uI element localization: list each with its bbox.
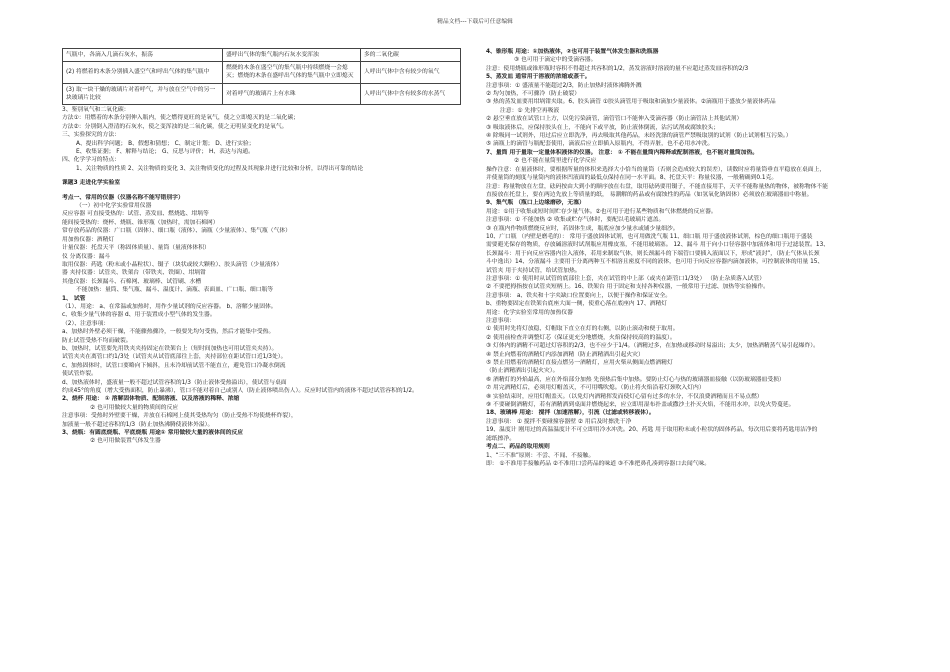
text-line: ② 也可用做装置气体发生器 <box>90 438 161 445</box>
right-column <box>486 48 884 468</box>
page-header: 精品文档---下载后可任意编辑 <box>437 19 513 25</box>
text-line: c、加热固体时，试管口要略向下倾斜，且未冷却前试管不能直立，避免管口冷凝水倒流 <box>62 362 286 369</box>
text-line: 9、集气瓶 （瓶口上边缘磨砂，无塞） <box>486 200 585 207</box>
text-line: 考点一、常用的仪器（仪器名称不能写错别字） <box>62 194 184 201</box>
text-line: ⑨ 不要碰倒酒精灯，若有酒精洒到桌面并燃烧起来，应立即用湿布扑盖或撒沙土扑灭火焰，不能用水冲，以免火势蔓延。 <box>486 402 795 409</box>
text-line: 7、量筒 用于量取一定量体积液体的仪器。 注意： ① 不能在量筒内稀释或配制溶液，也不能对量筒加热。 <box>486 149 759 156</box>
experiment-table <box>62 48 461 105</box>
text-line: 操作注意：在量液体时，要根据所量的体积来选择大小恰当的量筒（否则会造成较大的误差），读数时应将量筒垂直平稳放在桌面上， <box>486 166 826 173</box>
text-line: 不能加热：量筒、集气瓶、漏斗、温度计、滴瓶、表面皿、广口瓶、细口瓶等 <box>76 287 274 294</box>
table-row <box>63 62 461 83</box>
right-text <box>486 48 884 468</box>
text-line: 3、鉴别氧气和二氧化碳： <box>62 107 130 114</box>
text-line: 试管夹夹在离管口约1/3处（试管夹从试管底部往上套，夹持部位在距试管口近1/3处）。 <box>62 354 287 361</box>
text-line: ② 不要把拇指按在试管夹短柄上。16、铁架台 用于固定和支持各种仪器，一般常用于过滤、加热等实验操作。 <box>486 284 769 291</box>
text-line: ⑦ 用完酒精灯后，必须用灯帽盖灭，不可用嘴吹熄。（防止将火焰沿着灯颈吹入灯内） <box>486 385 705 392</box>
text-line: 即： ①不准用手接触药品 ②不准用口尝药品的味道 ③不准把鼻孔凑到容器口去闻气味。 <box>486 460 711 467</box>
text-line: 取用仪器：药匙（粉末或小晶粒状）、镊子（块状或较大颗粒）、胶头滴管（少量液体） <box>62 261 283 268</box>
text-line: b、加热时，试管要先用铁夹夹持固定在铁架台上（短时间加热也可用试管夹夹持）。 <box>62 345 278 352</box>
text-line: 能间接受热的：烧杯、烧瓶、锥形瓶（加热时，需加石棉网） <box>62 219 219 226</box>
text-line: 2、烧杯 用途： ① 溶解固体物质、配制溶液、以及溶液的稀释、浓缩 <box>62 396 240 403</box>
text-line: 10、广口瓶 （内壁是磨毛的）： 常用于盛放固体试剂，也可用做洗气瓶 11、细口瓶 用于盛放液体试剂，棕色的细口瓶用于盛装 <box>486 233 813 240</box>
text-line: 方法②：分别倒入澄清的石灰水，使之变浑浊的是二氧化碳，使之无明显变化的是氧气。 <box>62 123 288 130</box>
text-line: E、收集证据； F、解释与结论； G、反思与评价； H、表达与沟通。 <box>76 149 254 156</box>
text-line: （防止酒精洒出引起火灾）。 <box>486 368 559 375</box>
text-line: 1、“三不准”原则：不尝、不闻、不接触。 <box>486 452 595 459</box>
text-line: 常存放药品的仪器：广口瓶（固体）、细口瓶（液体）、滴瓶（少量液体）、集气瓶（气体） <box>62 228 291 235</box>
text-line: 器 夹持仪器：试管夹、铁架台（带铁夹、铁圈）、坩埚钳 <box>62 270 206 277</box>
table-cell: 燃烧的木条在盛空气的集气瓶中持续燃烧一会熄灭；燃烧的木条在盛呼出气体的集气瓶中立即熄灭 <box>223 62 361 83</box>
table-row <box>63 83 461 104</box>
left-text <box>62 106 460 446</box>
text-line: （2）、注意事项： <box>62 320 110 327</box>
text-line: 防止试管受热不均而破裂。 <box>62 337 132 344</box>
text-line: 注意：① 先排空再吸液 <box>500 107 560 114</box>
text-line: 其他仪器：长颈漏斗、石棉网、玻璃棒、试管刷、水槽 <box>62 278 202 285</box>
text-line: 注意事项： ① 搅拌不要碰撞容器壁 ② 用后及时擦洗干净 <box>486 418 632 425</box>
text-line: 滤纸擦净。 <box>486 435 515 442</box>
text-line: ② 均匀加热，不可骤冷（防止破裂） <box>486 91 580 98</box>
table-cell: 人呼出气体中含有较多的水蒸气 <box>361 83 461 104</box>
text-line: ④ 除吸同一试剂外，用过后应立即洗净，再去吸取其他药品，未经洗涤的滴管严禁吸取别的试剂（防止试剂相互污染。） <box>486 133 792 140</box>
table-row <box>63 49 461 62</box>
text-line: A、提出科学问题； B、假想和猜想； C、制定计划； D、进行实验； <box>76 140 255 147</box>
text-line: 斗中逸出）14、分液漏斗 主要用于分离两种互不相溶且密度不同的液体，也可用于向反应容器内滴加液体，可控制液体的用量 15、 <box>486 259 824 266</box>
text-line: 18、玻璃棒 用途： 搅拌（加速溶解），引流（过滤或转移液体）。 <box>486 410 655 417</box>
text-line: 考点二、药品的取用规则 <box>486 444 550 451</box>
text-line: ④ 禁止向燃着的酒精灯内添加酒精（防止酒精洒出引起火灾） <box>486 351 644 358</box>
table-cell: 多的二氧化碳 <box>361 49 461 62</box>
text-line: 约成45°的角度（增大受热面积，防止暴沸），管口不能对着自己或别人（防止液体喷出伤人）。反应时试管内的液体不超过试管容积的1/2。 <box>62 388 418 395</box>
text-line: 直接放在托盘上，要在两边先放上等质量的纸， 易潮解的药品或有腐蚀性的药品（如氢氧化钠固体）必须放在玻璃器皿中称量。 <box>486 191 813 198</box>
text-line: 注意：称量物放在左盘，砝码按由大到小的顺序放在右盘，取用砝码要用镊子，不能直接用手，天平不能称量热的物体，被称物体不能 <box>486 183 829 190</box>
text-line: 注意事项：① 不能加热 ② 收集或贮存气体时，要配以毛玻璃片遮盖。 <box>486 217 665 224</box>
text-line: ⑥ 酒精灯的外焰最高，应在外焰部分加热 先预热后集中加热。要防止灯心与热的玻璃器皿接触（以防玻璃器皿受损） <box>486 376 785 383</box>
text-line: （一）初中化学实验常用仪器 <box>76 203 152 210</box>
text-line: 方法①：用燃着的木条分别伸入瓶内，使之燃得更旺的是氧气，使之立即熄灭的是二氧化碳； <box>62 115 300 122</box>
text-line: 三、实验探究的方法： <box>62 132 120 139</box>
text-line: 加液量一般不超过容积的1/3（防止加热沸腾使液体外溢）。 <box>62 421 214 428</box>
text-line: 注意事项：受热时外壁要干燥，并放在石棉网上使其受热均匀（防止受热不均使烧杯炸裂）， <box>62 413 297 420</box>
text-line: 使试管炸裂。 <box>62 371 97 378</box>
text-line: c、收集少量气体的容器 d、用于装置成小型气体的发生器。 <box>62 312 216 319</box>
text-line: ② 悬空垂直放在试管口上方，以免污染滴管，滴管管口不能伸入受滴容器（防止滴管沾上其他试剂） <box>486 116 743 123</box>
text-line: 4、锥形瓶 用途：①加热液体，②也可用于装置气体发生器和洗瓶器 <box>486 49 659 55</box>
text-line: 5、蒸发皿 通常用于溶液的浓缩或蒸干。 <box>486 74 591 81</box>
table-cell: 气瓶中，各滴入几滴石灰水，振荡 <box>63 49 223 62</box>
text-line: ⑧ 实验结束时，应用灯帽盖灭。（以免灯内酒精挥发而使灯心留有过多的水分，不仅浪费酒精而且不易点燃） <box>486 393 763 400</box>
left-column <box>62 48 460 446</box>
text-line: d、加热液体时，盛液量一般不超过试管容积的1/3（防止液体受热溢出），使试管与桌面 <box>62 379 287 386</box>
table-cell: (3) 取一块干燥的玻璃片对着呼气，并与放在空气中的另一块玻璃片比较 <box>63 83 223 104</box>
text-line: 注意：使用烧瓶或锥形瓶时容积不得超过其容积的1/2，蒸发溶液时溶液的量不应超过蒸发皿容积的2/3 <box>486 65 749 72</box>
text-line: ② 也不能在量筒里进行化学反应 <box>514 158 597 165</box>
text-line: ① 使用时先将灯放稳，灯帽取下直立在灯的右侧，以防止滚动和便于取用。 <box>486 326 679 333</box>
text-line: ③ 也可用于滴定中的受滴容器。 <box>514 57 597 64</box>
text-line: 注意事项： a、铁夹和十字夹缺口位置要向上，以便于操作和保证安全。 <box>486 292 672 299</box>
text-line: 1、 试管 <box>62 295 86 302</box>
table-cell: 对着呼气的玻璃片上有水珠 <box>223 83 361 104</box>
table-cell: 盛呼出气体的集气瓶内石灰水变浑浊 <box>223 49 361 62</box>
table-cell: 人呼出气体中含有较少的氧气 <box>361 62 461 83</box>
text-line: 19、温度计 刚用过的高温温度计不可立即用冷水冲洗。20、药匙 用于取用粉末或小粒状的固体药品，每次用后要将药匙用洁净的 <box>486 427 818 434</box>
text-line: 仪 分离仪器：漏斗 <box>62 253 111 260</box>
text-line: 3、烧瓶：有圆底烧瓶、平底烧瓶 用途① 常用做较大量的液体间的反应 <box>62 430 244 437</box>
text-line: ⑤ 滴瓶上的滴管与瓶配套使用，滴液后应立即插入原瓶内，不得弄脏，也不必用水冲洗。 <box>486 141 714 148</box>
table-cell: (2) 将燃着的木条分别插入盛空气和呼出气体的集气瓶中 <box>63 62 223 83</box>
text-line: 四、化学学习的特点： <box>62 157 120 164</box>
text-line: ③ 灯体内的酒精不可超过灯容积的2/3，也不应少于1/4。（酒精过多，在加热或移动时易溢出；太少，加热酒精蒸气易引起爆炸）。 <box>486 343 819 350</box>
text-line: 注意事项： <box>486 318 515 324</box>
text-line: ② 也可用做较大量的物质间的反应 <box>90 404 179 411</box>
text-line: ⑤ 禁止用燃着的酒精灯直接点燃另一酒精灯，应用火柴从侧面点燃酒精灯 <box>486 360 673 367</box>
text-line: 用加热仪器：酒精灯 <box>62 236 115 243</box>
text-line: ② 使用前检查并调整灯芯（保证更充分地燃烧，火焰保持较高的的温度）。 <box>486 334 676 341</box>
text-line: 注意事项：① 使用时从试管的底部往上套，夹在试管的中上部（或夹在距管口1/3处） （防止杂质落入试管） <box>486 275 766 282</box>
text-line: 反应容器 可直接受热的：试管、蒸发皿、燃烧匙、坩埚等 <box>62 211 209 218</box>
text-line: 用途：①用于收集或短时间贮存少量气体。②也可用于进行某些物质和气体燃烧的反应器。 <box>486 208 717 215</box>
text-line: 用途：化学实验室常用的加热仪器 <box>486 309 573 316</box>
text-line: 需要避光保存的物质，存放碱溶液时试剂瓶应用橡皮塞，不能用玻璃塞。 12、漏斗 用于向小口径容器中加液体和用于过滤装置。13、 <box>486 242 830 249</box>
text-line: 并使量筒的刻度与量筒内的液体凹液面的最低点保持在同一水平面。8、托盘天平：称量仪器，一般精确到0.1克。 <box>486 175 778 182</box>
text-line: 注意事项：① 盛液量不能超过2/3，防止加热时液体沸腾外溅 <box>486 82 642 89</box>
text-line: a、加热时外壁必须干燥，不能骤热骤冷，一般要先均匀受热，然后才能集中受热。 <box>62 329 275 336</box>
text-line: （1）、用途： a、在常温或加热时，用作少量试剂的反应容器。 b、溶解少量固体。 <box>62 303 277 310</box>
text-line: ③ 在瓶内作物质燃烧反应时，若固体生成，瓶底应加少量水或铺少量细沙。 <box>486 225 679 232</box>
text-line: 试管夹 用于夹持试管，给试管加热。 <box>486 267 581 274</box>
text-line: 课题3 走进化学实验室 <box>62 180 121 187</box>
text-line: b、重物要固定在铁架台底座大面一侧，使重心落在底座内 17、酒精灯 <box>486 301 668 308</box>
text-line: 1、关注物质的性质 2、关注物质的变化 3、关注物质变化的过程及其现象并进行比较和分析，以得出可靠的结论 <box>76 165 364 172</box>
text-line: ③ 热的蒸发皿要用坩埚钳夹取。6、胶头滴管 ①胶头滴管用于吸取和滴加少量液体。②滴瓶用于盛放少量液体药品 <box>486 99 776 106</box>
text-line: 计量仪器：托盘天平（称固体质量）、量筒（量液体体积） <box>62 245 210 252</box>
text-line: ③ 吸取液体后，应保持胶头在上，不能向下或平放，防止液体倒流，沾污试剂或腐蚀胶头； <box>486 124 720 131</box>
text-line: 长颈漏斗：用于向反应容器内注入液体，若用来制取气体，则长颈漏斗的下端管口要插入液面以下，形成“液封”，（防止气体从长颈 <box>486 250 820 257</box>
